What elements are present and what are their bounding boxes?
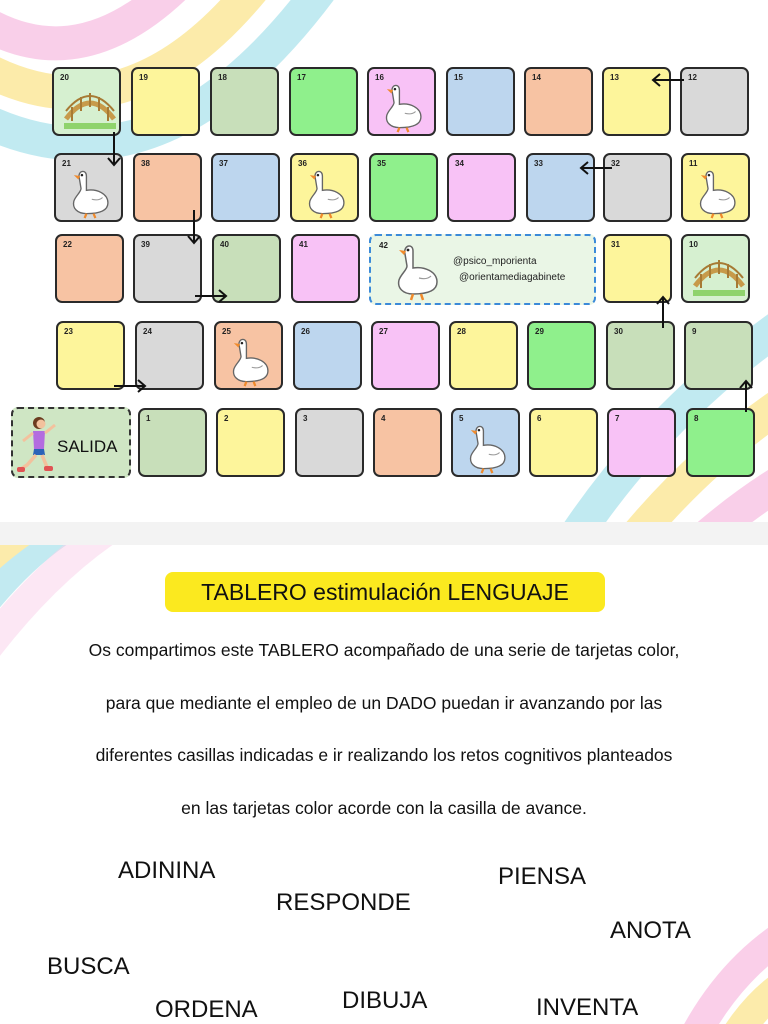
arrow-down-icon [106, 130, 122, 168]
square-number: 18 [218, 73, 227, 82]
square-number: 42 [379, 241, 388, 250]
square-number: 6 [537, 414, 542, 423]
runner-girl-icon [15, 411, 59, 477]
keyword-inventa: INVENTA [536, 994, 639, 1021]
start-square [11, 407, 131, 478]
board-square [55, 234, 124, 303]
description-line-4: en las tarjetas color acorde con la casilla de avance. [181, 798, 587, 818]
square-number: 19 [139, 73, 148, 82]
square-number: 9 [692, 327, 697, 336]
square-number: 38 [141, 159, 150, 168]
square-number: 1 [146, 414, 151, 423]
square-number: 34 [455, 159, 464, 168]
board-square [681, 234, 750, 303]
board-square [527, 321, 596, 390]
bridge-icon [693, 248, 745, 298]
info-panel [0, 545, 768, 1024]
board-square [367, 67, 436, 136]
keyword-adinina: ADININA [118, 857, 216, 884]
square-number: 20 [60, 73, 69, 82]
square-number: 28 [457, 327, 466, 336]
board-square [211, 153, 280, 222]
board-square [138, 408, 207, 477]
square-number: 35 [377, 159, 386, 168]
arrow-left-icon [650, 72, 686, 88]
board-square [131, 67, 200, 136]
arrow-down-icon [186, 208, 202, 246]
credit-handle-1: @psico_mporienta [453, 256, 537, 267]
board-square [449, 321, 518, 390]
goose-icon [391, 240, 443, 302]
keyword-busca: BUSCA [47, 953, 130, 980]
square-number: 22 [63, 240, 72, 249]
keyword-piensa: PIENSA [498, 863, 587, 890]
square-number: 39 [141, 240, 150, 249]
board-square [686, 408, 755, 477]
goose-icon [463, 422, 511, 474]
square-number: 41 [299, 240, 308, 249]
board-square [451, 408, 520, 477]
goose-icon [302, 167, 350, 219]
board-square [52, 67, 121, 136]
board-square [216, 408, 285, 477]
square-number: 36 [298, 159, 307, 168]
square-number: 2 [224, 414, 229, 423]
board-square [606, 321, 675, 390]
keyword-ordena: ORDENA [155, 996, 258, 1023]
square-number: 14 [532, 73, 541, 82]
square-number: 31 [611, 240, 620, 249]
board-square [291, 234, 360, 303]
square-number: 4 [381, 414, 386, 423]
arrow-up-icon [655, 294, 671, 330]
square-number: 21 [62, 159, 71, 168]
board-square [529, 408, 598, 477]
square-number: 26 [301, 327, 310, 336]
goose-icon [226, 335, 274, 387]
square-number: 32 [611, 159, 620, 168]
board-square [680, 67, 749, 136]
arrow-right-icon [112, 378, 148, 394]
board-square [524, 67, 593, 136]
square-number: 30 [614, 327, 623, 336]
square-number: 3 [303, 414, 308, 423]
keyword-dibuja: DIBUJA [342, 987, 428, 1014]
goose-icon [693, 167, 741, 219]
description-line-1: Os compartimos este TABLERO acompañado de una serie de tarjetas color, [88, 640, 680, 660]
board-square [369, 153, 438, 222]
square-number: 40 [220, 240, 229, 249]
board-square [289, 67, 358, 136]
arrow-up-icon [738, 378, 754, 414]
square-number: 16 [375, 73, 384, 82]
square-number: 17 [297, 73, 306, 82]
page-gap [0, 522, 768, 545]
square-number: 37 [219, 159, 228, 168]
page-title: TABLERO estimulación LENGUAJE [165, 572, 605, 612]
goose-icon [66, 167, 114, 219]
bridge-icon [64, 81, 116, 131]
square-number: 11 [689, 159, 698, 168]
keyword-responde: RESPONDE [276, 889, 411, 916]
square-number: 23 [64, 327, 73, 336]
description-line-2: para que mediante el empleo de un DADO puedan ir avanzando por las [105, 693, 663, 713]
arrow-left-icon [578, 160, 614, 176]
keyword-anota: ANOTA [610, 917, 691, 944]
board-square [607, 408, 676, 477]
board-square [603, 234, 672, 303]
board-square [371, 321, 440, 390]
board-square [290, 153, 359, 222]
board-square [446, 67, 515, 136]
square-number: 7 [615, 414, 620, 423]
goose-icon [379, 81, 427, 133]
square-number: 25 [222, 327, 231, 336]
square-number: 24 [143, 327, 152, 336]
board-square [210, 67, 279, 136]
arrow-right-icon [193, 288, 229, 304]
square-number: 15 [454, 73, 463, 82]
board-square [295, 408, 364, 477]
square-number: 33 [534, 159, 543, 168]
square-number: 27 [379, 327, 388, 336]
square-number: 29 [535, 327, 544, 336]
square-number: 10 [689, 240, 698, 249]
credits-square [369, 234, 596, 305]
credit-handle-2: @orientamediagabinete [459, 272, 566, 283]
board-square [681, 153, 750, 222]
square-number: 13 [610, 73, 619, 82]
board-square [373, 408, 442, 477]
board-square [293, 321, 362, 390]
description-line-3: diferentes casillas indicadas e ir realizando los retos cognitivos planteados [95, 745, 673, 765]
board-square [447, 153, 516, 222]
square-number: 12 [688, 73, 697, 82]
start-label: SALIDA [57, 437, 118, 456]
square-number: 8 [694, 414, 699, 423]
square-number: 5 [459, 414, 464, 423]
board-square [214, 321, 283, 390]
